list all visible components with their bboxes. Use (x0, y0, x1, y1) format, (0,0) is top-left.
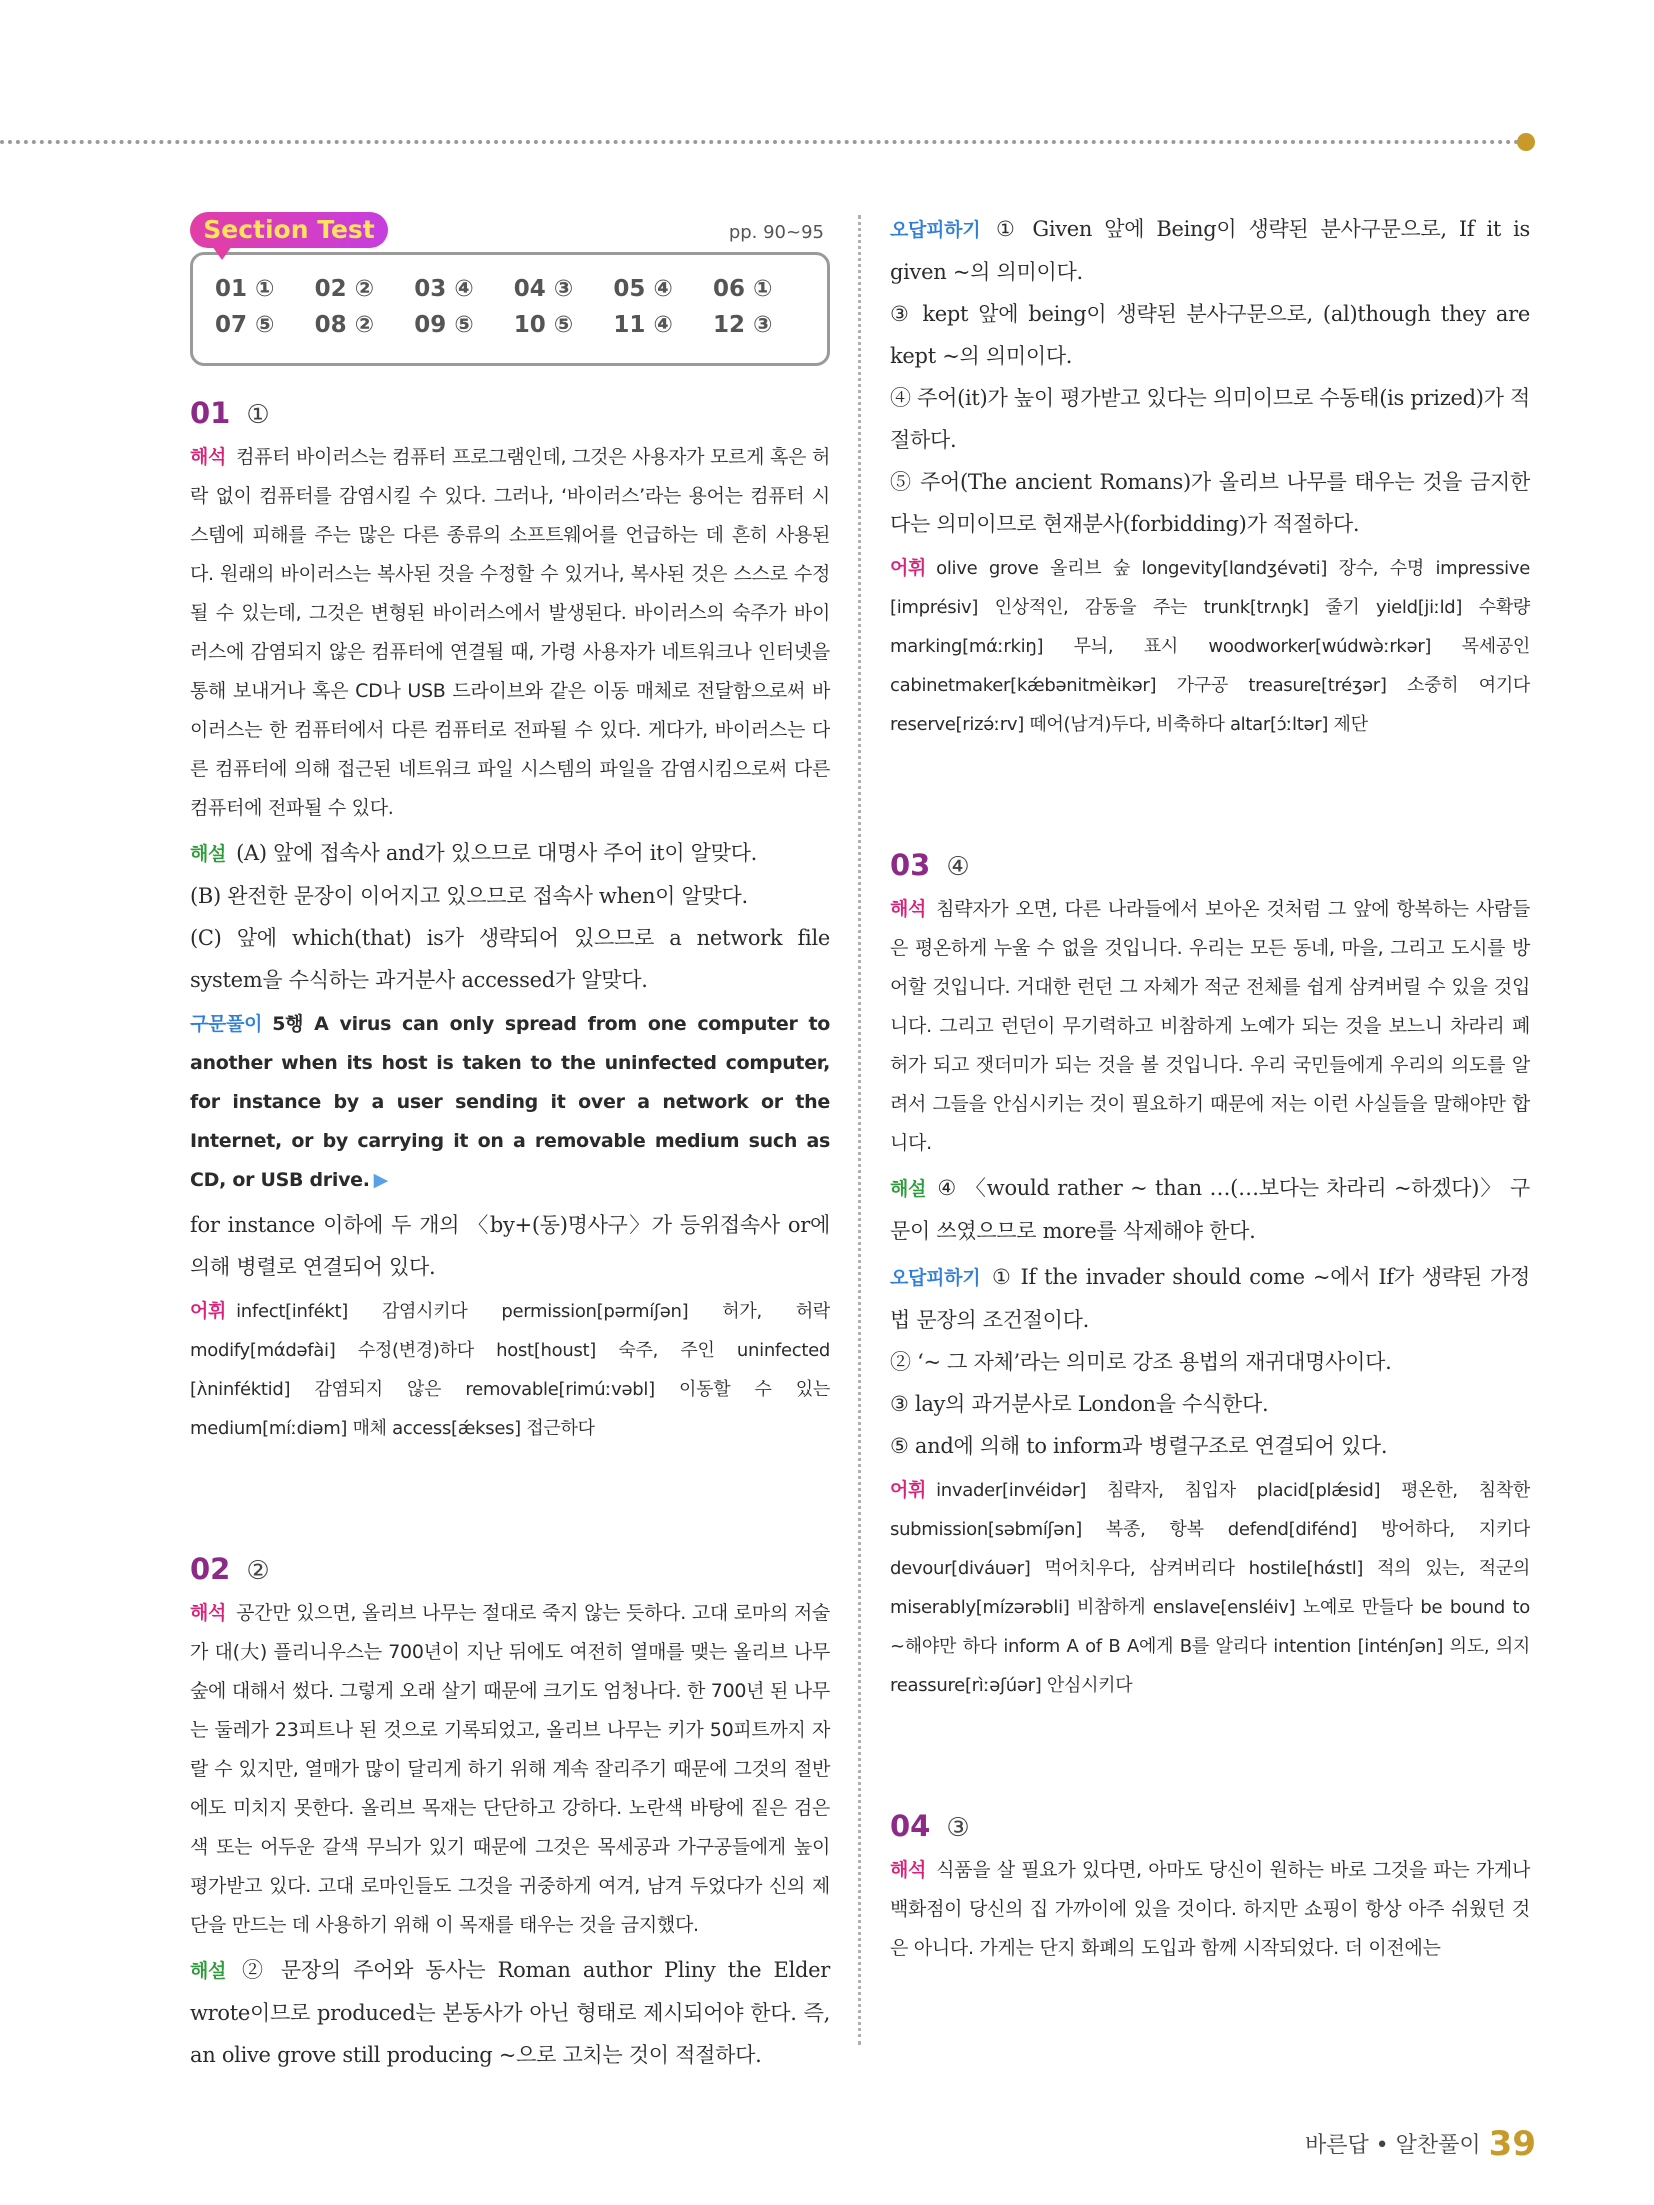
question-number: 04 (890, 1809, 931, 1843)
section-test-header (190, 208, 830, 252)
q03-vocabulary (890, 1471, 1530, 1705)
answer-item: 11 ④ (613, 312, 673, 338)
answer-row (215, 307, 809, 343)
section-test-badge: Section Test (190, 212, 388, 248)
q01-syntax-note: for instance 이하에 두 개의 〈by+(동)명사구〉가 등위접속사 or에 의해 병렬로 연결되어 있다. (190, 1213, 830, 1279)
question-01-heading (190, 396, 830, 430)
question-answer: ④ (946, 852, 970, 882)
wrong-answer-5: ⑤ 주어(The ancient Romans)가 올리브 나무를 태우는 것을 금지한다는 의미이므로 현재분사(forbidding)가 적절하다. (890, 470, 1530, 536)
answer-item: 09 ⑤ (414, 312, 474, 338)
answer-item: 01 ① (215, 276, 275, 302)
q02-vocabulary (890, 549, 1530, 744)
syntax-sentence: A virus can only spread from one computer to another when its host is taken to the uninfected computer, for instance by a user sending it over a network or the Internet, or by carrying it on a removable medium such as CD, or USB drive. (190, 1013, 830, 1191)
translation-text: 공간만 있으면, 올리브 나무는 절대로 죽지 않는 듯하다. 고대 로마의 저술가 대(大) 플리니우스는 700년이 지난 뒤에도 여전히 열매를 맺는 올리브 나무 숲에 대해서 썼다. 그렇게 오래 살기 때문에 크기도 엄청나다. 한 700년 된 나무는 둘레가 23피트나 된 것으로 기록되었고, 올리브 나무는 키가 50피트까지 자랄 수 있지만, 열매가 많이 달리게 하기 위해 계속 잘리주기 때문에 그것의 절반에도 미치지 못한다. 올리브 목재는 단단하고 강하다. 노란색 바탕에 짙은 검은색 또는 어두운 갈색 무늬가 있기 때문에 그것은 목세공과 가구공들에게 높이 평가받고 있다. 고대 로마인들도 그것을 귀중하게 여겨, 남겨 두었다가 신의 제단을 만드는 데 사용하기 위해 이 목재를 태우는 것을 금지했다. (190, 1602, 830, 1936)
arrow-icon: ▶ (373, 1169, 388, 1191)
q02-translation (190, 1594, 830, 1945)
q01-translation (190, 438, 830, 828)
right-column (890, 208, 1530, 1972)
answer-item: 06 ① (712, 276, 773, 302)
page-footer (1305, 2124, 1536, 2164)
answer-item: 12 ③ (712, 312, 773, 338)
q01-explanation (190, 832, 830, 1001)
wrong-answer-3: ③ lay의 과거분사로 London을 수식한다. (890, 1392, 1269, 1416)
question-number: 01 (190, 396, 231, 430)
wrong-answer-1: ① Given 앞에 Being이 생략된 분사구문으로, If it is given ~의 의미이다. (890, 217, 1530, 284)
wrong-answer-2: ② ‘~ 그 자체’라는 의미로 강조 용법의 재귀대명사이다. (890, 1350, 1392, 1374)
answer-item: 03 ④ (414, 276, 474, 302)
q01-vocabulary (190, 1292, 830, 1448)
q01-syntax (190, 1005, 830, 1200)
explanation-tag: 해설 (190, 1960, 227, 1982)
vocabulary-tag: 어휘 (890, 1479, 927, 1501)
question-answer: ① (246, 400, 270, 430)
explanation-tag: 해설 (890, 1178, 927, 1200)
top-rule-dot (1517, 133, 1535, 151)
translation-text: 침략자가 오면, 다른 나라들에서 보아온 것처럼 그 앞에 항복하는 사람들은 평온하게 누울 수 없을 것입니다. 우리는 모든 동네, 마을, 그리고 도시를 방어할 것입니다. 거대한 런던 그 자체가 적군 전체를 쉽게 삼켜버릴 수 있을 것입니다. 그리고 런던이 무기력하고 비참하게 노예가 되는 것을 보느니 차라리 폐허가 되고 잿더미가 되는 것을 볼 것입니다. 우리 국민들에게 우리의 의도를 알려서 그들을 안심시키는 것이 필요하기 때문에 저는 이런 사실들을 말해야만 합니다. (890, 898, 1530, 1154)
explanation-a: (A) 앞에 접속사 and가 있으므로 대명사 주어 it이 알맞다. (236, 841, 758, 865)
column-divider (858, 215, 861, 2045)
question-number: 02 (190, 1552, 231, 1586)
vocabulary-text: olive grove 올리브 숲 longevity[lɑndʒévəti] 장수, 수명 impressive [imprésiv] 인상적인, 감동을 주는 trunk[trʌŋk] 줄기 yield[jiːld] 수확량 marking[mάːrkiŋ] 무늬, 표시 woodworker[wúdwə̀ːrkər] 목세공인 cabinetmaker[kǽbənitmèikər] 가구공 treasure[tréʒər] 소중히 여기다 reserve[rizə́ːrv] 떼어(남겨)두다, 비축하다 altar[ɔ́ːltər] 제단 (890, 558, 1530, 735)
question-number: 03 (890, 848, 931, 882)
vocabulary-tag: 어휘 (190, 1300, 227, 1322)
question-answer: ② (246, 1556, 270, 1586)
q04-translation (890, 1851, 1530, 1968)
translation-text: 컴퓨터 바이러스는 컴퓨터 프로그램인데, 그것은 사용자가 모르게 혹은 허락 없이 컴퓨터를 감염시킬 수 있다. 그러나, ‘바이러스’라는 용어는 컴퓨터 시스템에 피해를 주는 많은 다른 종류의 소프트웨어를 언급하는 데 흔히 사용된다. 원래의 바이러스는 복사된 것을 수정할 수 있거나, 복사된 것은 스스로 수정될 수 있는데, 그것은 변형된 바이러스에서 발생된다. 바이러스의 숙주가 바이러스에 감염되지 않은 컴퓨터에 연결될 때, 가령 사용자가 네트워크나 인터넷을 통해 보내거나 혹은 CD나 USB 드라이브와 같은 이동 매체로 전달함으로써 바이러스는 한 컴퓨터에서 다른 컴퓨터로 전파될 수 있다. 게다가, 바이러스는 다른 컴퓨터에 의해 접근된 네트워크 파일 시스템의 파일을 감염시킴으로써 다른 컴퓨터에 전파될 수 있다. (190, 446, 830, 819)
answer-item: 08 ② (314, 312, 375, 338)
translation-tag: 해석 (890, 898, 927, 920)
question-04-heading (890, 1809, 1530, 1843)
wrong-answer-4: ④ 주어(it)가 높이 평가받고 있다는 의미이므로 수동태(is prized)가 적절하다. (890, 386, 1530, 452)
wrong-answers-tag: 오답피하기 (890, 1267, 981, 1289)
explanation-c: (C) 앞에 which(that) is가 생략되어 있으므로 a network file system을 수식하는 과거분사 accessed가 알맞다. (190, 926, 830, 992)
translation-tag: 해석 (890, 1859, 927, 1881)
wrong-answers-tag: 오답피하기 (890, 219, 981, 241)
syntax-tag: 구문풀이 (190, 1013, 263, 1035)
explanation-text: ② 문장의 주어와 동사는 Roman author Pliny the Elder wrote이므로 produced는 본동사가 아닌 형태로 제시되어야 한다. 즉, an olive grove still producing ~으로 고치는 것이 적절하다. (190, 1958, 830, 2067)
answer-item: 07 ⑤ (215, 312, 275, 338)
wrong-answer-1: ① If the invader should come ~에서 If가 생략된 가정법 문장의 조건절이다. (890, 1265, 1530, 1332)
answer-row (215, 271, 809, 307)
syntax-line: 5행 (272, 1013, 304, 1035)
answer-key-box (190, 252, 830, 366)
section-test-pages: pp. 90~95 (728, 222, 824, 243)
answer-item: 10 ⑤ (513, 312, 574, 338)
vocabulary-tag: 어휘 (890, 557, 927, 579)
footer-label: 바른답 • 알찬풀이 (1304, 2133, 1481, 2158)
translation-tag: 해석 (190, 1602, 227, 1624)
explanation-b: (B) 완전한 문장이 이어지고 있으므로 접속사 when이 알맞다. (190, 884, 748, 908)
question-answer: ③ (946, 1813, 970, 1843)
q03-wrong-answers (890, 1256, 1530, 1467)
question-03-heading (890, 848, 1530, 882)
q03-translation (890, 890, 1530, 1163)
answer-item: 04 ③ (513, 276, 574, 302)
translation-text: 식품을 살 필요가 있다면, 아마도 당신이 원하는 바로 그것을 파는 가게나 백화점이 당신의 집 가까이에 있을 것이다. 하지만 쇼핑이 항상 아주 쉬웠던 것은 아니다. 가게는 단지 화폐의 도입과 함께 시작되었다. 더 이전에는 (890, 1859, 1530, 1959)
vocabulary-text: infect[infékt] 감염시키다 permission[pərmíʃən] 허가, 허락 modify[mάdəfài] 수정(변경)하다 host[houst] 숙주, 주인 uninfected [ʌ̀ninféktid] 감염되지 않은 removable[rimúːvəbl] 이동할 수 있는 medium[míːdiəm] 매체 access[ǽkses] 접근하다 (190, 1301, 830, 1439)
q02-explanation (190, 1949, 830, 2076)
explanation-tag: 해설 (190, 843, 227, 865)
question-02-heading (190, 1552, 830, 1586)
q03-explanation (890, 1167, 1530, 1252)
answer-item: 02 ② (314, 276, 375, 302)
translation-tag: 해석 (190, 446, 227, 468)
top-dotted-rule (0, 140, 1520, 144)
left-column (190, 208, 830, 2080)
wrong-answer-3: ③ kept 앞에 being이 생략된 분사구문으로, (al)though they are kept ~의 의미이다. (890, 302, 1530, 368)
q02-wrong-answers (890, 208, 1530, 545)
wrong-answer-5: ⑤ and에 의해 to inform과 병렬구조로 연결되어 있다. (890, 1434, 1388, 1458)
page-number: 39 (1488, 2124, 1536, 2164)
vocabulary-text: invader[invéidər] 침략자, 침입자 placid[plǽsid] 평온한, 침착한 submission[səbmíʃən] 복종, 항복 defend[difénd] 방어하다, 지키다 devour[diváuər] 먹어치우다, 삼켜버리다 hostile[hάstl] 적의 있는, 적군의 miserably[mízərəbli] 비참하게 enslave[ensléiv] 노예로 만들다 be bound to ~해야만 하다 inform A of B A에게 B를 알리다 intention [inténʃən] 의도, 의지 reassure[rìːəʃúər] 안심시키다 (890, 1480, 1530, 1696)
explanation-text: ④ 〈would rather ~ than …(…보다는 차라리 ~하겠다)〉 구문이 쓰였으므로 more를 삭제해야 한다. (890, 1176, 1530, 1243)
answer-item: 05 ④ (613, 276, 673, 302)
